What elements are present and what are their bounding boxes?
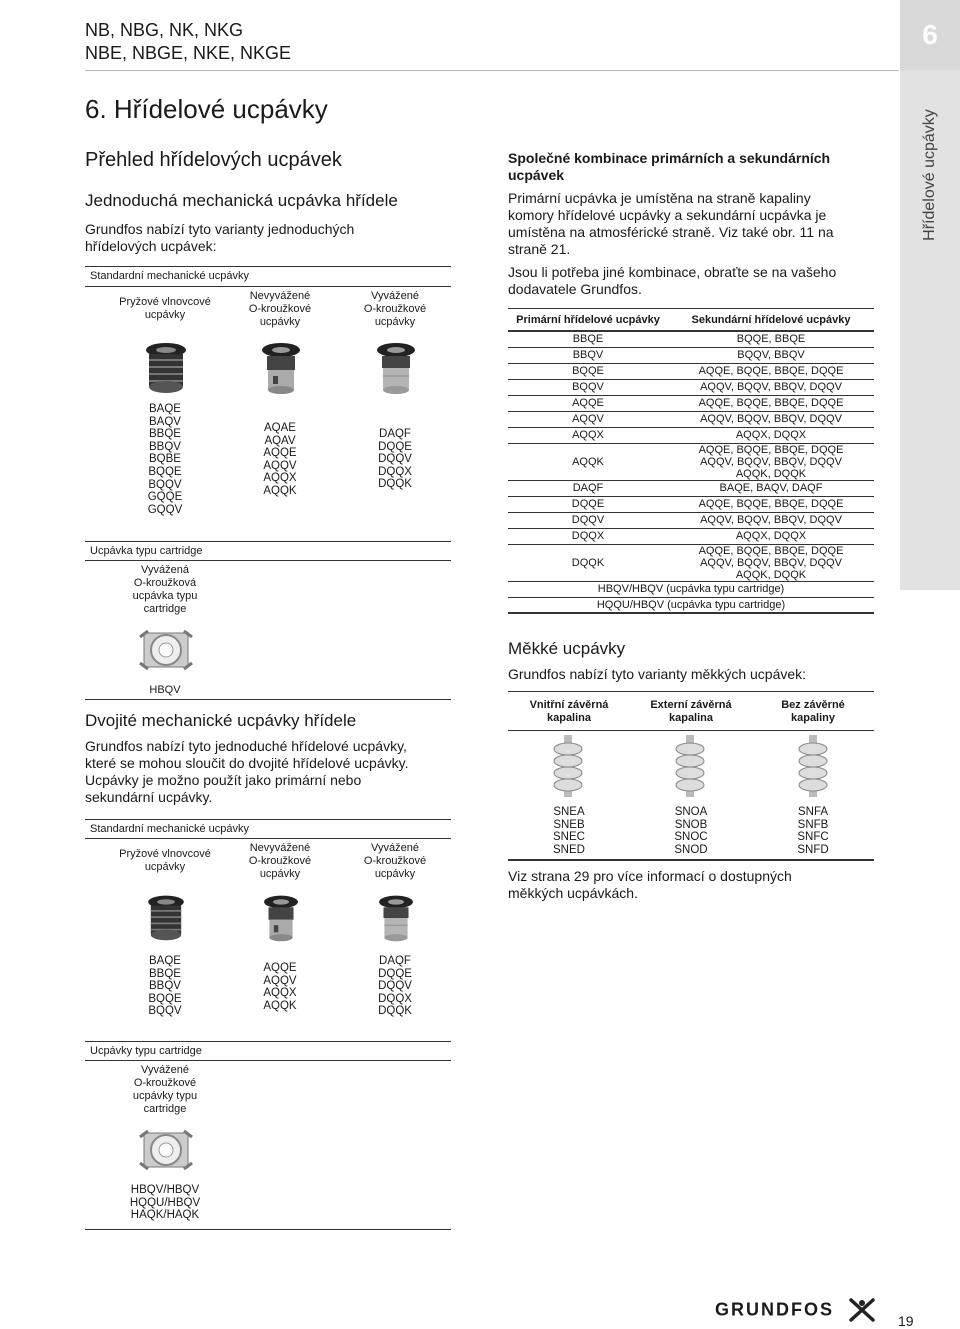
seal-code: HAQK/HAQK [130, 1209, 200, 1222]
header-line: kapalina [668, 712, 714, 724]
para-line: straně 21. [508, 241, 571, 257]
code-list [508, 806, 630, 856]
header-line: O-kroužkové [248, 855, 312, 867]
column-header [335, 290, 455, 329]
secondary-seal-line: AQQV, BQQV, BBQV, DQQV [700, 514, 842, 526]
seal-code: BAQE [149, 403, 181, 415]
seal-code: AQQV [263, 459, 297, 472]
secondary-seal-line: AQQX, DQQX [735, 530, 807, 542]
header-rule [85, 70, 899, 71]
section-label: Standardní mechanické ucpávky [90, 270, 249, 282]
rule [85, 838, 451, 839]
secondary-seal-line: AQQK, DQQK [735, 568, 807, 581]
combos-title-line: Společné kombinace primárních a sekundárních [508, 150, 831, 166]
secondary-seal-line: AQQE, BQQE, BBQE, DQQE [698, 498, 844, 510]
header-line: Nevyvážené [249, 290, 311, 302]
rule [85, 266, 451, 267]
combos-title-line: ucpávek [508, 167, 565, 183]
combinations-table [508, 309, 874, 614]
single-intro [85, 221, 354, 255]
header-line: O-kroužková [133, 577, 197, 589]
header-line: Vnitřní závěrná [529, 699, 609, 711]
table-row [508, 395, 874, 411]
rule [85, 699, 451, 700]
seal-code: DQQX [378, 465, 412, 478]
rule [85, 560, 451, 561]
secondary-seal-line: AQQV, BQQV, BBQV, DQQV [700, 556, 842, 569]
seal-code: AQAV [264, 434, 296, 447]
header-line: kapaliny [790, 712, 836, 724]
para-line: dodavatele Grundfos. [508, 281, 642, 297]
section-label: Standardní mechanické ucpávky [90, 823, 249, 835]
seal-code: SNEA [553, 806, 585, 818]
code-list [752, 806, 874, 856]
para-line: Jsou li potřeba jiné kombinace, obraťte se na vašeho [508, 264, 837, 280]
para-line: Primární ucpávka je umístěna na straně kapaliny [508, 190, 811, 206]
header-line: cartridge [143, 603, 187, 615]
table-row [508, 544, 874, 581]
seal-code: DQQK [378, 478, 412, 491]
header-line: O-kroužkové [248, 303, 312, 315]
seal-code: BQQV [148, 1005, 182, 1018]
header-line: Vyvážené [141, 1064, 189, 1076]
grundfos-logo: GRUNDFOS [715, 1299, 834, 1320]
cartridge-combo-cell: HBQV/HBQV (ucpávka typu cartridge) [508, 581, 874, 597]
secondary-seal-cell [668, 480, 874, 496]
secondary-seal-cell [668, 331, 874, 347]
secondary-seal-cell [668, 496, 874, 512]
secondary-seal-line: BQQV, BBQV [737, 349, 805, 361]
single-intro-line: hřídelových ucpávek: [85, 238, 217, 254]
header-line: Nevyvážené [249, 842, 311, 854]
header-line: Pryžové vlnovcové [119, 848, 211, 860]
balanced-o-ring-seal-image [374, 893, 418, 943]
primary-seal-cell: DAQF [508, 480, 668, 496]
header-line: Externí závěrná [650, 699, 732, 711]
column-header [105, 296, 225, 322]
rule [85, 1041, 451, 1042]
primary-seal-cell: DQQK [508, 544, 668, 581]
seal-code: DQQV [378, 980, 412, 993]
seal-code: DQQX [378, 992, 412, 1005]
rule [85, 541, 451, 542]
balanced-o-ring-seal-image [374, 340, 418, 396]
seal-code: SNEC [553, 831, 585, 844]
column-header-primary: Primární hřídelové ucpávky [508, 309, 668, 331]
table-row [508, 443, 874, 480]
seal-code: SNFD [797, 843, 829, 856]
header-line: ucpávky [374, 316, 416, 328]
double-intro-line: Ucpávky je možno použít jako primární nebo [85, 772, 362, 788]
primary-seal-cell: BQQE [508, 363, 668, 379]
seal-code: BQQV [148, 478, 182, 491]
seal-code: BQBE [149, 453, 181, 466]
secondary-seal-line: AQQE, BQQE, BBQE, DQQE [698, 397, 844, 409]
header-line: ucpávky [144, 309, 186, 321]
double-seal-title: Dvojité mechanické ucpávky hřídele [85, 711, 357, 730]
code-list [335, 428, 455, 491]
column-header [752, 699, 874, 725]
table-row [508, 331, 874, 347]
header-line: ucpávky [259, 316, 301, 328]
seal-code: HQQU/HBQV [129, 1196, 201, 1209]
secondary-seal-cell [668, 411, 874, 427]
table-row [508, 597, 874, 613]
seal-code: SNOB [674, 818, 708, 831]
column-header-secondary: Sekundární hřídelové ucpávky [668, 309, 874, 331]
seal-code: AQQK [263, 484, 297, 497]
seal-code: DQQE [378, 967, 412, 980]
double-intro-line: sekundární ucpávky. [85, 789, 213, 805]
header-line-2: NBE, NBGE, NKE, NKGE [85, 43, 292, 63]
soft-seal-title: Měkké ucpávky [508, 639, 626, 658]
seal-code: DQQE [378, 440, 412, 453]
seal-code: AQQX [263, 987, 297, 1000]
header-line: Bez závěrné [781, 699, 845, 711]
table-row [508, 581, 874, 597]
header-line: Vyvážené [371, 290, 419, 302]
primary-seal-cell: BQQV [508, 379, 668, 395]
secondary-seal-line: AQQE, BQQE, BBQE, DQQE [698, 365, 844, 377]
overview-title: Přehled hřídelových ucpávek [85, 149, 342, 171]
seal-code: AQQE [263, 447, 297, 460]
primary-seal-cell: BBQV [508, 347, 668, 363]
seal-code: SNFB [797, 818, 829, 831]
header-line: O-kroužkové [363, 855, 427, 867]
secondary-seal-line: AQQK, DQQK [735, 467, 807, 480]
double-intro [85, 738, 408, 806]
header-line: Pryžové vlnovcové [119, 296, 211, 308]
page-number: 19 [898, 1313, 914, 1329]
column-header [220, 290, 340, 329]
table-row [508, 363, 874, 379]
table-row [508, 347, 874, 363]
secondary-seal-cell [668, 528, 874, 544]
header-line: cartridge [143, 1103, 187, 1115]
rule [508, 730, 874, 731]
note-line: měkkých ucpávkách. [508, 885, 638, 901]
header-line: Vyvážené [371, 842, 419, 854]
seal-code: GQQV [147, 503, 183, 516]
column-header [220, 842, 340, 881]
seal-code: BAQV [149, 415, 181, 428]
rule [85, 819, 451, 820]
combos-para-1 [508, 190, 834, 258]
seal-code: AQAE [264, 422, 296, 434]
combos-title [508, 150, 830, 184]
rule [85, 286, 451, 287]
cartridge-seal-image [138, 1125, 194, 1175]
code-list [105, 955, 225, 1018]
header-line: ucpávky typu [132, 1090, 198, 1102]
seal-code: AQQE [263, 962, 297, 974]
secondary-seal-line: AQQE, BQQE, BBQE, DQQE [698, 443, 844, 456]
single-seal-title: Jednoduchá mechanická ucpávka hřídele [85, 191, 398, 210]
seal-code: BBQE [149, 428, 181, 441]
header-line: ucpávka typu [132, 590, 198, 602]
seal-code: SNFA [797, 806, 829, 818]
table-row [508, 528, 874, 544]
header-line: Vyvážená [141, 564, 189, 576]
double-intro-line: které se mohou sloučit do dvojité hřídelové ucpávky. [85, 755, 409, 771]
code-list [220, 962, 340, 1012]
primary-seal-cell: AQQE [508, 395, 668, 411]
seal-code: BQQE [148, 992, 182, 1005]
column-header [630, 699, 752, 725]
double-intro-line: Grundfos nabízí tyto jednoduché hřídelové ucpávky, [85, 738, 407, 754]
seal-code: SNED [553, 843, 585, 856]
seal-code: SNOC [674, 831, 708, 844]
column-header [508, 699, 630, 725]
secondary-seal-line: AQQE, BQQE, BBQE, DQQE [698, 544, 844, 557]
para-line: komory hřídelové ucpávky a sekundární ucpávka je [508, 207, 827, 223]
column-header [335, 842, 455, 881]
section-label: Ucpávka typu cartridge [90, 545, 203, 557]
header-line: ucpávky [374, 868, 416, 880]
soft-note [508, 868, 792, 902]
secondary-seal-line: BQQE, BBQE [736, 333, 806, 346]
secondary-seal-line: AQQV, BQQV, BBQV, DQQV [700, 381, 842, 393]
seal-code: SNOD [674, 843, 708, 856]
code-list [630, 806, 752, 856]
header-line: O-kroužkové [363, 303, 427, 315]
seal-code: BBQV [149, 980, 181, 993]
table-row [508, 512, 874, 528]
seal-code: DAQF [379, 955, 411, 967]
secondary-seal-cell [668, 347, 874, 363]
rule [508, 691, 874, 692]
column-header [105, 1064, 225, 1116]
seal-code: BBQV [149, 440, 181, 453]
code-list [220, 422, 340, 498]
seal-code: DQQK [378, 1005, 412, 1018]
seal-code: SNEB [553, 818, 585, 831]
seal-code: DQQV [378, 453, 412, 466]
secondary-seal-line: AQQV, BQQV, BBQV, DQQV [700, 413, 842, 425]
table-row [508, 427, 874, 443]
secondary-seal-cell [668, 427, 874, 443]
seal-code: GQQE [147, 491, 183, 504]
seal-code: DAQF [379, 428, 411, 440]
seal-code: AQQV [263, 974, 297, 987]
header-line-1: NB, NBG, NK, NKG [85, 20, 244, 40]
code-list [105, 403, 225, 516]
header-line: ucpávky [144, 861, 186, 873]
secondary-seal-cell [668, 379, 874, 395]
table-row [508, 411, 874, 427]
soft-intro: Grundfos nabízí tyto varianty měkkých ucpávek: [508, 666, 807, 682]
secondary-seal-cell [668, 363, 874, 379]
single-intro-line: Grundfos nabízí tyto varianty jednoduchých [85, 221, 355, 237]
primary-seal-cell: DQQX [508, 528, 668, 544]
primary-seal-cell: AQQV [508, 411, 668, 427]
secondary-seal-line: AQQX, DQQX [735, 429, 807, 441]
soft-packing-image [795, 735, 831, 797]
primary-seal-cell: BBQE [508, 331, 668, 347]
seal-code: HBQV/HBQV [130, 1184, 200, 1196]
rule [85, 1229, 451, 1230]
soft-packing-image [672, 735, 708, 797]
rule [508, 859, 874, 861]
rubber-bellows-seal-image [143, 340, 189, 396]
primary-seal-cell: AQQK [508, 443, 668, 480]
unbalanced-o-ring-seal-image [259, 340, 303, 396]
secondary-seal-cell [668, 395, 874, 411]
seal-code: SNOA [674, 806, 708, 818]
primary-seal-cell: DQQE [508, 496, 668, 512]
seal-code: AQQX [263, 472, 297, 485]
seal-code: SNFC [797, 831, 829, 844]
rubber-bellows-seal-image [143, 893, 189, 943]
seal-code: AQQK [263, 999, 297, 1012]
seal-code: HBQV [149, 684, 181, 696]
primary-seal-cell: DQQV [508, 512, 668, 528]
secondary-seal-line: AQQV, BQQV, BBQV, DQQV [700, 455, 842, 468]
column-header [105, 848, 225, 874]
chapter-tab-number: 6 [900, 0, 960, 70]
side-tab-label: Hřídelové ucpávky [921, 109, 938, 241]
primary-seal-cell: AQQX [508, 427, 668, 443]
seal-code: BQQE [148, 465, 182, 478]
soft-packing-image [550, 735, 586, 797]
unbalanced-o-ring-seal-image [259, 893, 303, 943]
section-label: Ucpávky typu cartridge [90, 1045, 202, 1057]
column-header [105, 564, 225, 616]
secondary-seal-cell [668, 512, 874, 528]
header-line: O-kroužkové [133, 1077, 197, 1089]
table-row [508, 496, 874, 512]
rule [85, 1060, 451, 1061]
cartridge-combo-cell: HQQU/HBQV (ucpávka typu cartridge) [508, 597, 874, 613]
seal-code: BBQE [149, 967, 181, 980]
header-line: kapalina [546, 712, 592, 724]
header-line: ucpávky [259, 868, 301, 880]
table-header-row [508, 309, 874, 331]
cartridge-seal-image [138, 625, 194, 675]
table-row [508, 379, 874, 395]
secondary-seal-cell [668, 443, 874, 480]
code-list [105, 1184, 225, 1222]
seal-code: BAQE [149, 955, 181, 967]
table-row [508, 480, 874, 496]
para-line: umístěna na atmosférické straně. Viz také obr. 11 na [508, 224, 834, 240]
combos-para-2 [508, 264, 836, 298]
grundfos-x-icon [848, 1297, 876, 1323]
secondary-seal-line: BAQE, BAQV, DAQF [719, 482, 823, 494]
note-line: Viz strana 29 pro více informací o dostupných [508, 868, 792, 884]
code-list [335, 955, 455, 1018]
chapter-title: 6. Hřídelové ucpávky [85, 94, 328, 124]
secondary-seal-cell [668, 544, 874, 581]
